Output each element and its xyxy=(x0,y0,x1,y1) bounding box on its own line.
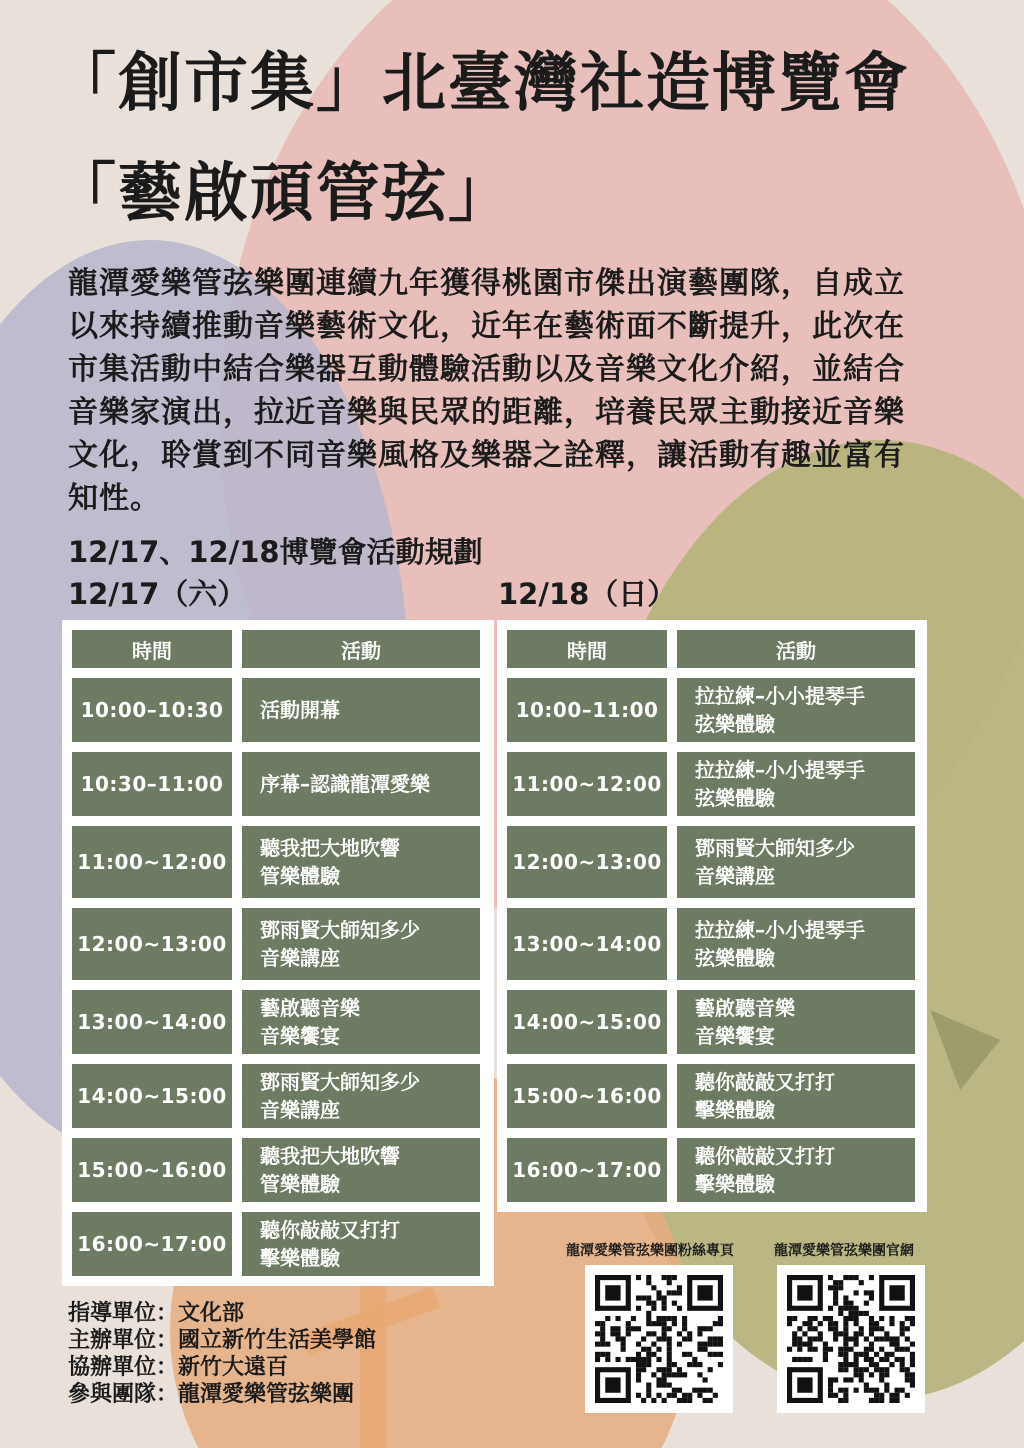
activity-cell xyxy=(242,1064,480,1128)
activity-line: 聽我把大地吹響 xyxy=(260,836,400,860)
activity-line: 聽你敲敲又打打 xyxy=(695,1144,835,1168)
activity-cell xyxy=(677,908,915,980)
activity-line: 音樂饗宴 xyxy=(695,1024,775,1048)
organizer-value: 新竹大遠百 xyxy=(178,1355,289,1380)
activity-line: 擊樂體驗 xyxy=(695,1098,775,1122)
activity-line: 聽你敲敲又打打 xyxy=(695,1070,835,1094)
activity-cell xyxy=(677,826,915,898)
organizer-label: 參與團隊 xyxy=(68,1382,157,1407)
schedule-table-day2 xyxy=(497,620,927,1212)
time-cell: 10:00–10:30 xyxy=(72,678,232,742)
activity-cell xyxy=(242,908,480,980)
page-title-line-1: 「創市集」北臺灣社造博覽會 xyxy=(52,47,910,121)
activity-cell xyxy=(677,1064,915,1128)
activity-line: 音樂講座 xyxy=(695,864,775,888)
header-activity-cell: 活動 xyxy=(677,630,915,668)
day2-heading: 12/18（日） xyxy=(498,577,677,611)
organizer-label: 主辦單位 xyxy=(68,1328,157,1353)
intro-paragraph: 龍潭愛樂管弦樂團連續九年獲得桃園市傑出演藝團隊，自成立以來持續推動音樂藝術文化，近年在藝術面不斷提升，此次在市集活動中結合樂器互動體驗活動以及音樂文化介紹，並結合音樂家演出，拉近音樂與民眾的距離，培養民眾主動接近音樂文化，聆賞到不同音樂風格及樂器之詮釋，讓活動有趣並富有知性。 xyxy=(68,266,905,516)
plan-heading: 12/17、12/18博覽會活動規劃 xyxy=(68,535,483,569)
time-cell: 10:00–11:00 xyxy=(507,678,667,742)
activity-line: 擊樂體驗 xyxy=(695,1172,775,1196)
activity-line: 拉拉練–小小提琴手 xyxy=(695,918,865,942)
time-cell: 14:00~15:00 xyxy=(72,1064,232,1128)
activity-cell xyxy=(677,990,915,1054)
activity-line: 聽你敲敲又打打 xyxy=(260,1218,400,1242)
organizer-value: 龍潭愛樂管弦樂團 xyxy=(178,1382,355,1407)
activity-cell xyxy=(242,990,480,1054)
organizer-row: 參與團隊：龍潭愛樂管弦樂團 xyxy=(68,1382,355,1407)
activity-line: 拉拉練–小小提琴手 xyxy=(695,684,865,708)
time-cell: 16:00~17:00 xyxy=(72,1212,232,1276)
activity-line: 擊樂體驗 xyxy=(260,1246,340,1270)
schedule-table-day1 xyxy=(62,620,494,1286)
organizer-row: 協辦單位：新竹大遠百 xyxy=(68,1355,289,1380)
activity-line: 弦樂體驗 xyxy=(695,712,775,736)
organizer-row: 主辦單位：國立新竹生活美學館 xyxy=(68,1328,377,1353)
header-activity-cell: 活動 xyxy=(242,630,480,668)
activity-line: 鄧雨賢大師知多少 xyxy=(260,918,420,942)
organizer-row: 指導單位：文化部 xyxy=(68,1301,245,1326)
website-qr-code[interactable] xyxy=(777,1265,925,1413)
activity-cell xyxy=(242,826,480,898)
time-cell: 14:00~15:00 xyxy=(507,990,667,1054)
activity-line: 弦樂體驗 xyxy=(695,946,775,970)
activity-cell xyxy=(677,1138,915,1202)
time-cell: 11:00~12:00 xyxy=(507,752,667,816)
activity-line: 弦樂體驗 xyxy=(695,786,775,810)
activity-line: 拉拉練–小小提琴手 xyxy=(695,758,865,782)
organizer-label: 指導單位 xyxy=(68,1301,157,1326)
activity-line: 管樂體驗 xyxy=(260,864,340,888)
time-cell: 11:00~12:00 xyxy=(72,826,232,898)
time-cell: 13:00~14:00 xyxy=(72,990,232,1054)
activity-line: 音樂講座 xyxy=(260,1098,340,1122)
activity-line: 序幕–認識龍潭愛樂 xyxy=(260,772,430,796)
activity-line: 聽我把大地吹響 xyxy=(260,1144,400,1168)
activity-line: 鄧雨賢大師知多少 xyxy=(695,836,855,860)
activity-cell xyxy=(242,1138,480,1202)
activity-line: 音樂饗宴 xyxy=(260,1024,340,1048)
activity-cell xyxy=(677,752,915,816)
time-cell: 15:00~16:00 xyxy=(72,1138,232,1202)
fanpage-qr-code[interactable] xyxy=(585,1265,733,1413)
time-cell: 12:00~13:00 xyxy=(507,826,667,898)
page-title-line-2: 「藝啟頑管弦」 xyxy=(52,157,514,231)
day1-heading: 12/17（六） xyxy=(68,577,247,611)
activity-cell xyxy=(677,678,915,742)
time-cell: 12:00~13:00 xyxy=(72,908,232,980)
organizer-value: 文化部 xyxy=(178,1301,245,1326)
time-cell: 15:00~16:00 xyxy=(507,1064,667,1128)
time-cell: 13:00~14:00 xyxy=(507,908,667,980)
website-qr-label: 龍潭愛樂管弦樂團官網 xyxy=(774,1243,914,1259)
activity-line: 音樂講座 xyxy=(260,946,340,970)
header-time-cell: 時間 xyxy=(72,630,232,668)
activity-line: 活動開幕 xyxy=(260,698,340,722)
organizer-value: 國立新竹生活美學館 xyxy=(178,1328,377,1353)
activity-line: 管樂體驗 xyxy=(260,1172,340,1196)
activity-line: 藝啟聽音樂 xyxy=(260,996,360,1020)
time-cell: 10:30–11:00 xyxy=(72,752,232,816)
organizer-label: 協辦單位 xyxy=(68,1355,157,1380)
activity-cell xyxy=(242,1212,480,1276)
time-cell: 16:00~17:00 xyxy=(507,1138,667,1202)
header-time-cell: 時間 xyxy=(507,630,667,668)
activity-cell xyxy=(242,678,480,742)
activity-cell xyxy=(242,752,480,816)
organizers-list xyxy=(68,1300,376,1408)
fanpage-qr-label: 龍潭愛樂管弦樂團粉絲專頁 xyxy=(566,1243,734,1259)
activity-line: 藝啟聽音樂 xyxy=(695,996,795,1020)
activity-line: 鄧雨賢大師知多少 xyxy=(260,1070,420,1094)
